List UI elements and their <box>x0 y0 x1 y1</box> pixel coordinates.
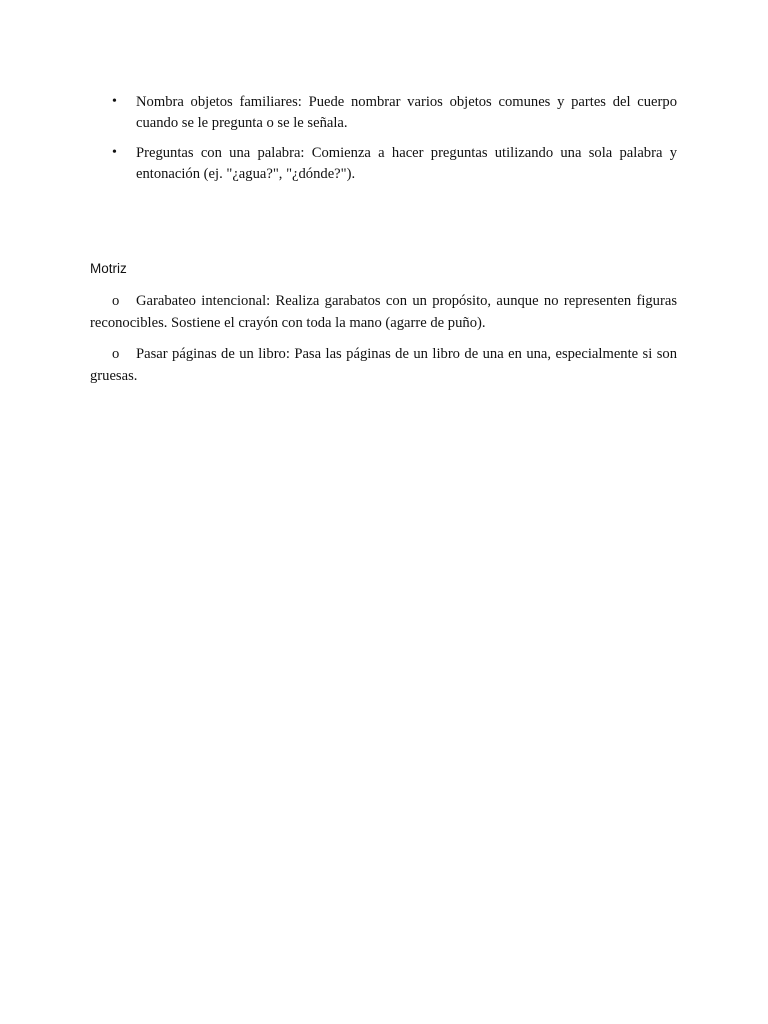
list-item <box>90 143 677 184</box>
circle-bullet-icon: o <box>112 346 120 362</box>
list-item <box>90 290 677 334</box>
motor-skills-list <box>90 290 677 396</box>
circle-bullet-icon: o <box>112 293 120 309</box>
bullet-list <box>90 92 677 194</box>
list-item-text: Pasar páginas de un libro: Pasa las páginas de un libro de una en una, especialmente si son gruesas. <box>90 346 677 384</box>
bullet-icon: • <box>112 94 117 109</box>
list-item-text: Nombra objetos familiares: Puede nombrar varios objetos comunes y partes del cuerpo cuando se le pregunta o se le señala. <box>136 94 677 131</box>
list-item-text: Garabateo intencional: Realiza garabatos con un propósito, aunque no representen figuras reconocibles. Sostiene el crayón con toda la mano (agarre de puño). <box>90 293 677 331</box>
list-item-text: Preguntas con una palabra: Comienza a hacer preguntas utilizando una sola palabra y entonación (ej. "¿agua?", "¿dónde?"). <box>136 145 677 182</box>
section-heading: Motriz <box>90 261 127 276</box>
bullet-icon: • <box>112 145 117 160</box>
list-item <box>90 343 677 387</box>
list-item <box>90 92 677 133</box>
